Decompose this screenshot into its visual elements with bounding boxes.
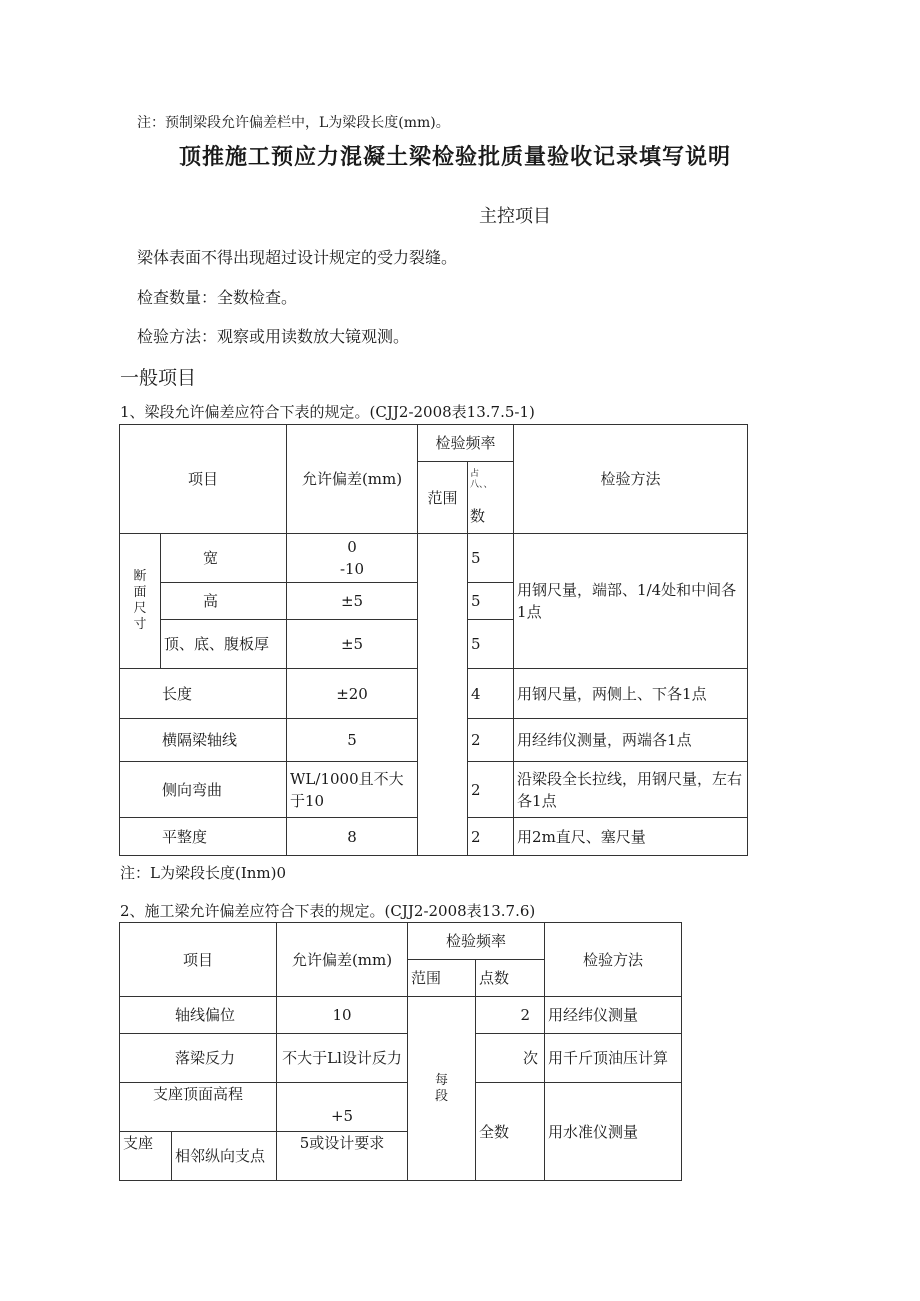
t1-row-diaphragm-method: 用经纬仪测量，两端各1点 [514,719,748,762]
document-title: 顶推施工预应力混凝土梁检验批质量验收记录填写说明 [178,145,731,170]
t2-row-reaction-tolerance: 不大于Ll设计反力 [277,1034,408,1083]
t1-row-height-item: 高 [161,583,287,620]
t1-row-thickness-points: 5 [468,620,514,669]
t2-row-adjacent-support-item: 相邻纵向支点 [172,1132,277,1181]
t1-row-width-item: 宽 [161,534,287,583]
t1-row-flatness-tolerance: 8 [287,818,418,856]
t1-row-length-tolerance: ±20 [287,669,418,719]
t2-row-axis-method: 用经纬仪测量 [545,997,682,1034]
t1-row-lateral-bend-item: 侧向弯曲 [120,762,287,818]
t2-header-points: 点数 [476,960,545,997]
t2-row-bearing-elevation-tolerance: +5 [277,1083,408,1132]
t2-row-adjacent-support-tolerance: 5或设计要求 [277,1132,408,1181]
t2-header-method: 检验方法 [545,923,682,997]
t2-row-axis-tolerance: 10 [277,997,408,1034]
t1-header-tolerance: 允许偏差(mm) [287,425,418,534]
t1-row-diaphragm-item: 横隔梁轴线 [120,719,287,762]
t1-row-lateral-bend-points: 2 [468,762,514,818]
t1-row-thickness-item: 顶、底、腹板厚 [161,620,287,669]
t2-row-bearing-elevation-item: 支座顶面高程 [120,1083,277,1132]
t1-row-flatness-points: 2 [468,818,514,856]
t1-row-height-tolerance: ±5 [287,583,418,620]
t1-row-width-points: 5 [468,534,514,583]
main-control-line-2: 检查数量：全数检查。 [137,288,298,307]
t2-header-tolerance: 允许偏差(mm) [277,923,408,997]
t1-row-flatness-method: 用2m直尺、塞尺量 [514,818,748,856]
top-note: 注：预制梁段允许偏差栏中，L为梁段长度(mm)。 [137,115,450,131]
t1-section-size-label: 断 面 尺 寸 [120,534,161,669]
t1-header-frequency: 检验频率 [418,425,514,462]
t2-header-item: 项目 [120,923,277,997]
t1-header-method: 检验方法 [514,425,748,534]
t1-range-cell [418,534,468,856]
t1-row-flatness-item: 平整度 [120,818,287,856]
table2-construction-beam-tolerance [119,922,682,1181]
t1-row-length-points: 4 [468,669,514,719]
t2-row-axis-points: 2 [476,997,545,1034]
t2-support-points: 全数 [476,1083,545,1181]
t1-row-lateral-bend-tolerance: WL/1000且不大于10 [287,762,418,818]
main-control-heading: 主控项目 [479,206,551,227]
main-control-line-3: 检验方法：观察或用读数放大镜观测。 [137,327,410,346]
table1-beam-segment-tolerance [119,424,748,856]
t1-header-points: 占 八、、 数 [468,462,514,534]
t1-row-thickness-tolerance: ±5 [287,620,418,669]
t2-row-reaction-method: 用千斤顶油压计算 [545,1034,682,1083]
t2-row-axis-item: 轴线偏位 [120,997,277,1034]
t1-section-method: 用钢尺量，端部、1/4处和中间各1点 [514,534,748,669]
t1-row-lateral-bend-method: 沿梁段全长拉线，用钢尺量，左右各1点 [514,762,748,818]
t1-row-length-item: 长度 [120,669,287,719]
t2-row-support-label: 支座 [120,1132,172,1181]
t1-header-item: 项目 [120,425,287,534]
table1-caption: 1、梁段允许偏差应符合下表的规定。(CJJ2-2008表13.7.5-1) [120,403,535,421]
t1-row-height-points: 5 [468,583,514,620]
main-control-line-1: 梁体表面不得出现超过设计规定的受力裂缝。 [137,248,458,267]
table2-caption: 2、施工梁允许偏差应符合下表的规定。(CJJ2-2008表13.7.6) [120,902,536,920]
t2-row-reaction-points: 次 [476,1034,545,1083]
t2-range-per-segment: 每 段 [408,997,476,1181]
t2-row-reaction-item: 落梁反力 [120,1034,277,1083]
t2-support-method: 用水准仪测量 [545,1083,682,1181]
t1-row-width-tolerance: 0 -10 [287,534,418,583]
table1-note: 注：L为梁段长度(Inm)0 [120,864,287,882]
t1-row-diaphragm-tolerance: 5 [287,719,418,762]
t1-row-diaphragm-points: 2 [468,719,514,762]
t2-header-range: 范围 [408,960,476,997]
t2-header-frequency: 检验频率 [408,923,545,960]
t1-row-length-method: 用钢尺量，两侧上、下各1点 [514,669,748,719]
t1-header-range: 范围 [418,462,468,534]
general-items-heading: 一般项目 [120,367,197,389]
